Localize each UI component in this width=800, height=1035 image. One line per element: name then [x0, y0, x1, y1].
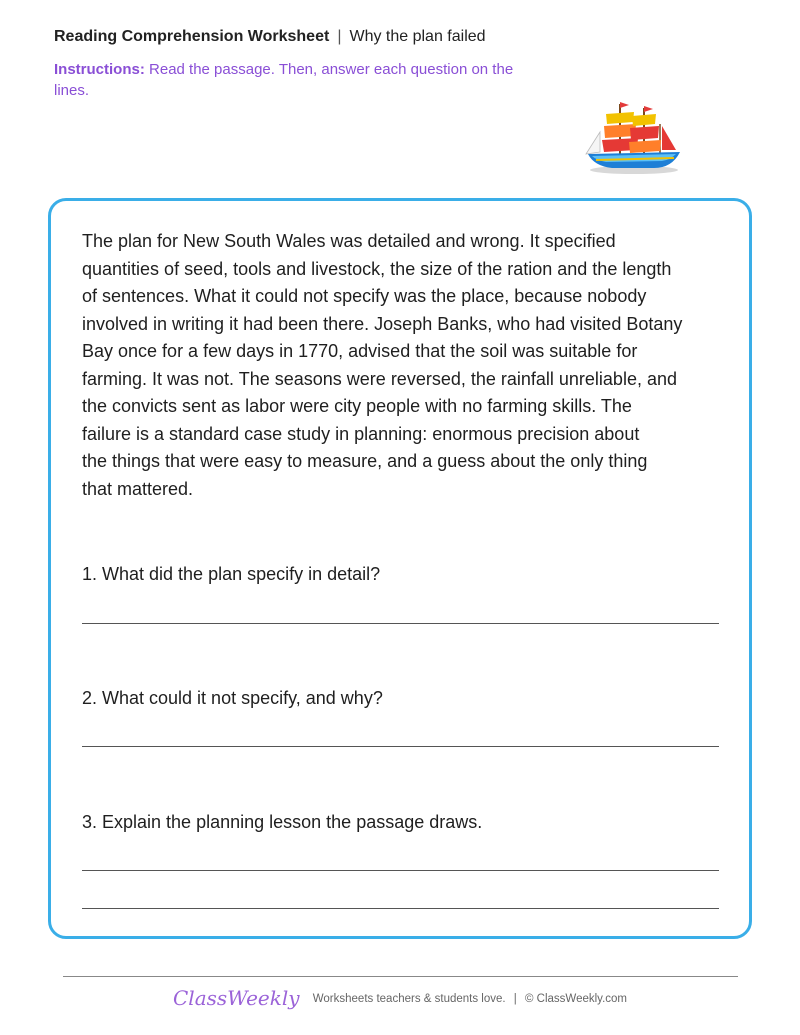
passage-line: failure is a standard case study in planning: enormous precision about — [82, 423, 640, 444]
brand-logo: ClassWeekly — [173, 986, 300, 1010]
passage-line: the convicts sent as labor were city people with no farming skills. The — [82, 396, 632, 416]
instructions — [54, 59, 514, 101]
passage-line: the things that were easy to measure, and a guess about the only thing — [82, 451, 648, 471]
passage-line: Bay once for a few days in 1770, advised that the soil was suitable for — [82, 341, 638, 361]
question-2: 2. What could it not specify, and why? — [82, 688, 383, 708]
worksheet-subtitle: Why the plan failed — [349, 28, 486, 45]
footer-tagline: Worksheets teachers & students love. — [312, 993, 506, 1005]
passage-line: farming. It was not. The seasons were reversed, the rainfall unreliable, and — [82, 368, 677, 389]
answer-line-1[interactable] — [82, 623, 719, 624]
passage-line: that mattered. — [82, 478, 194, 499]
question-1: 1. What did the plan specify in detail? — [82, 564, 381, 584]
answer-line-3b[interactable] — [82, 908, 719, 909]
footer-separator: | — [513, 993, 517, 1005]
reading-passage — [82, 228, 742, 503]
passage-line: quantities of seed, tools and livestock, the size of the ration and the length — [82, 258, 672, 279]
instructions-label: Instructions: — [54, 61, 145, 78]
worksheet-title: Reading Comprehension Worksheet — [54, 28, 330, 45]
passage-line: involved in writing it had been there. Joseph Banks, who had visited Botany — [82, 313, 683, 334]
answer-line-3a[interactable] — [82, 870, 719, 871]
passage-line: The plan for New South Wales was detailed and wrong. It specified — [82, 231, 616, 251]
sailing-ship-icon — [582, 96, 688, 178]
footer-divider — [63, 976, 738, 977]
header-separator: | — [337, 28, 342, 45]
question-3: 3. Explain the planning lesson the passage draws. — [82, 812, 483, 832]
worksheet-header — [54, 28, 486, 46]
instructions-text: Read the passage. Then, answer each question on the lines. — [54, 61, 514, 99]
footer — [0, 986, 800, 1010]
passage-line: of sentences. What it could not specify was the place, because nobody — [82, 286, 647, 306]
footer-copyright: © ClassWeekly.com — [525, 993, 627, 1005]
answer-line-2[interactable] — [82, 746, 719, 747]
